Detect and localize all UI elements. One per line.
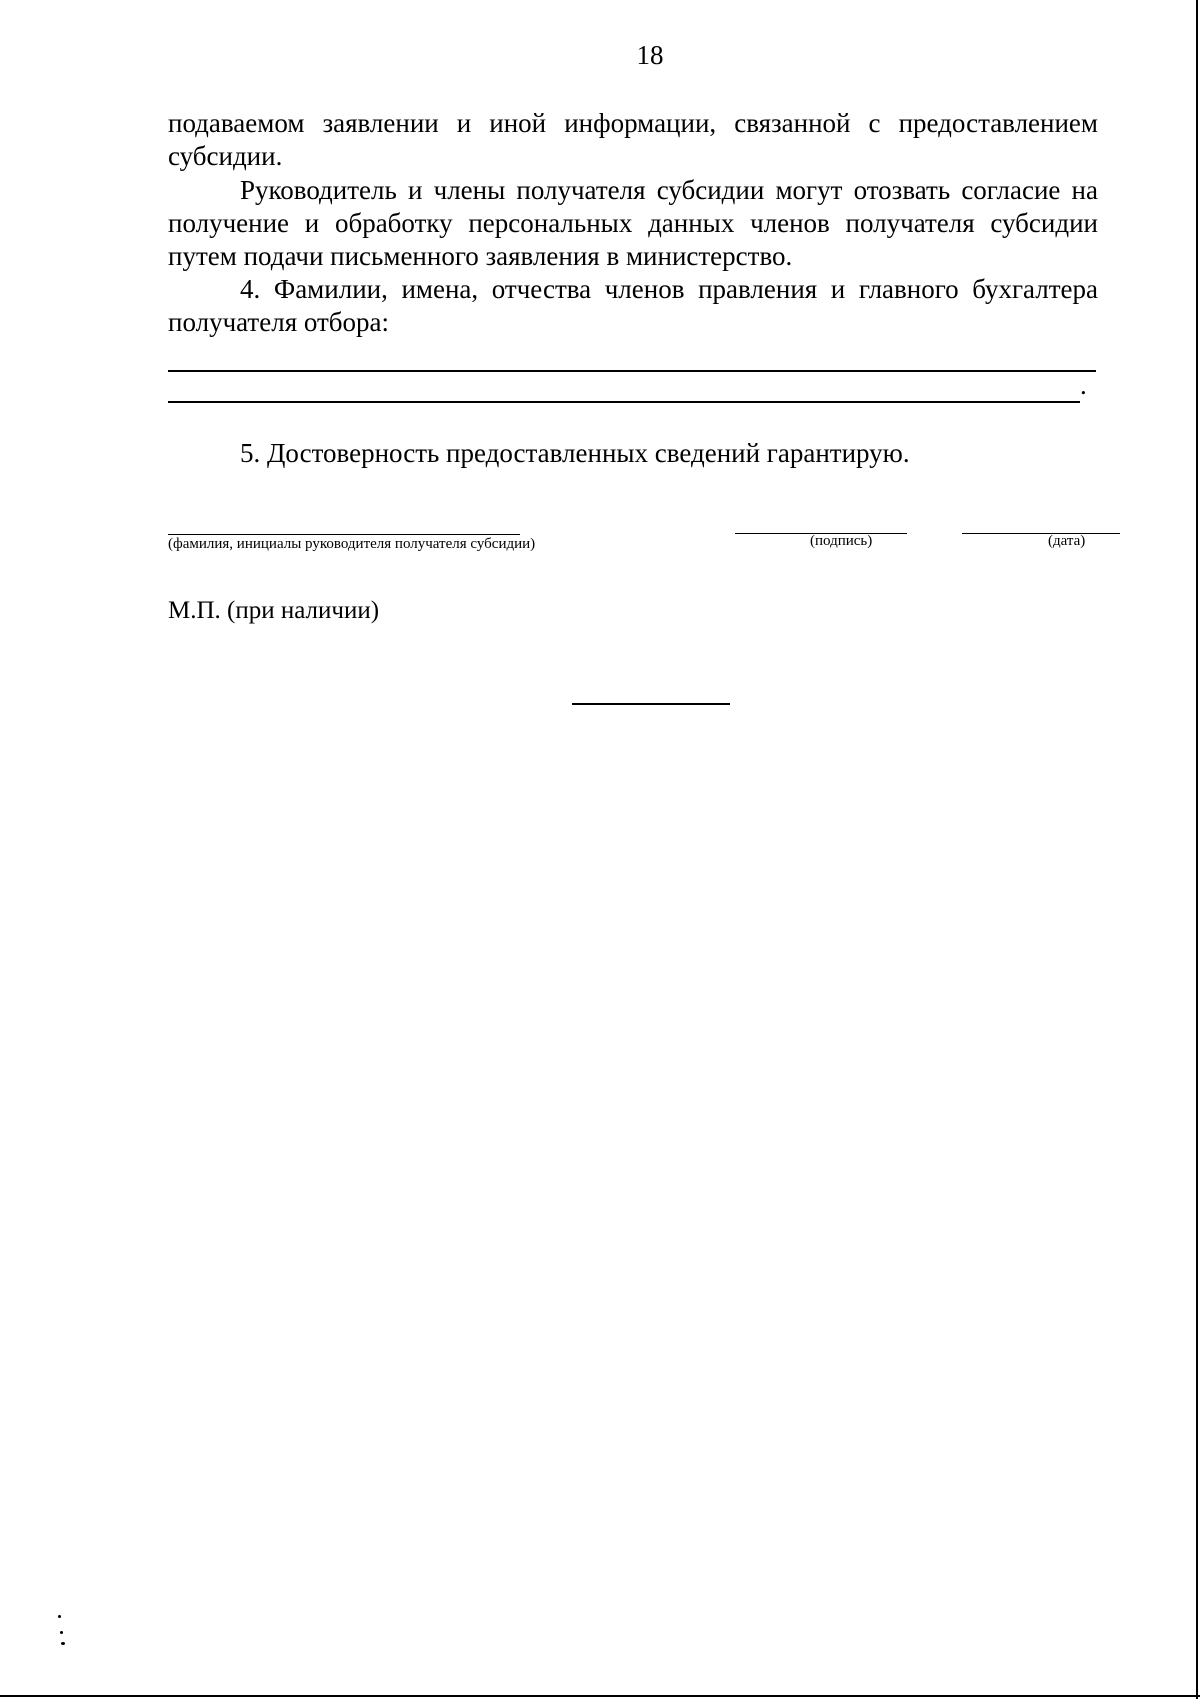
page-border-right <box>1196 0 1198 1699</box>
page-number: 18 <box>636 40 664 70</box>
paragraph-board-members: 4. Фамилии, имена, отчества членов правления и главного бухгалтера получателя отбора: <box>168 274 1098 337</box>
fill-in-line <box>168 401 1080 403</box>
paragraph-revoke-consent: Руководитель и члены получателя субсидии могут отозвать согласие на получение и обработку персональных данных членов получателя субсидии путем подачи письменного заявления в министерство. <box>168 175 1098 271</box>
paragraph-guarantee: 5. Достоверность предоставленных сведений гарантирую. <box>240 438 910 468</box>
fill-end-period: . <box>1080 370 1087 400</box>
date-line <box>962 533 1120 534</box>
name-signature-line <box>168 534 520 535</box>
fill-in-line <box>168 370 1096 372</box>
scan-artifact <box>56 1615 68 1665</box>
paragraph-consent-info: подаваемом заявлении и иной информации, связанной с предоставлением субсидии. <box>168 108 1098 171</box>
name-caption: (фамилия, инициалы руководителя получателя субсидии) <box>168 536 536 552</box>
document-end-line <box>572 703 730 705</box>
page-border-bottom <box>0 1695 1200 1697</box>
date-caption: (дата) <box>1048 533 1086 549</box>
signature-caption: (подпись) <box>810 533 873 549</box>
stamp-note: М.П. (при наличии) <box>168 597 380 624</box>
